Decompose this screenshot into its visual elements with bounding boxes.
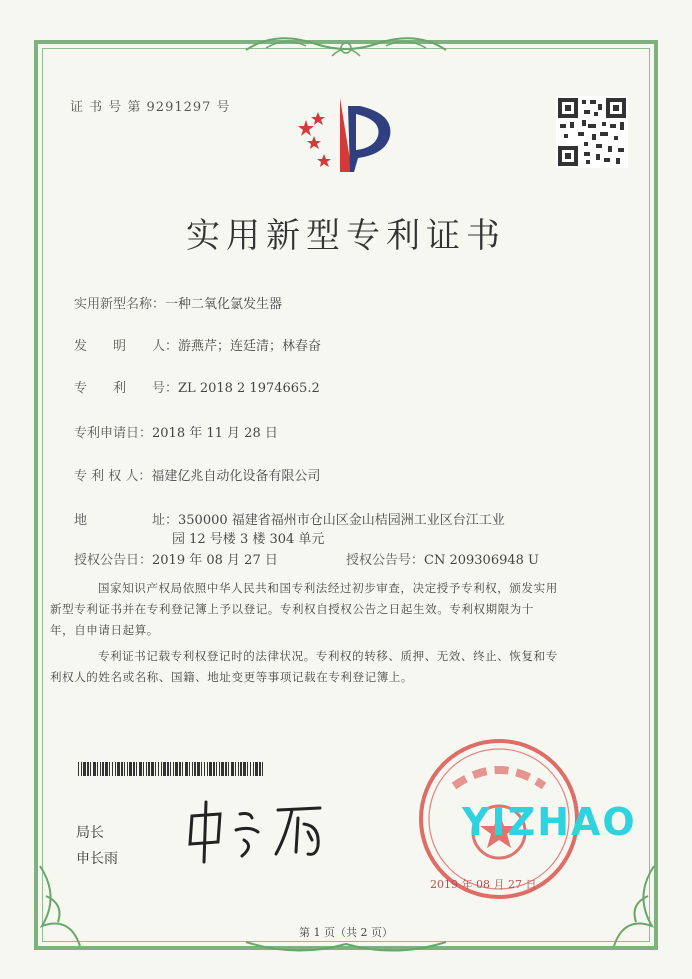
address-row bbox=[74, 509, 505, 528]
field-label: 实用新型名称： bbox=[74, 297, 166, 312]
inventors: 游燕芹；连廷清；林春奋 bbox=[178, 339, 322, 354]
address-line-2: 园 12 号楼 3 楼 304 单元 bbox=[172, 532, 325, 547]
patent-number-row bbox=[74, 377, 320, 396]
utility-model-name: 一种二氧化氯发生器 bbox=[165, 297, 283, 312]
field-label: 专 利 权 人： bbox=[74, 469, 152, 484]
paragraph-line: 专利证书记载专利权登记时的法律状况。专利权的转移、质押、无效、终止、恢复和专 bbox=[98, 649, 558, 663]
certificate-title: 实用新型专利证书 bbox=[186, 216, 506, 256]
utility-model-name-row bbox=[74, 293, 282, 312]
inventors-row bbox=[74, 335, 321, 354]
patentee-row bbox=[74, 465, 320, 484]
corner-ornament-icon bbox=[594, 856, 664, 956]
address-line-1: 350000 福建省福州市仓山区金山桔园洲工业区台江工业 bbox=[178, 513, 505, 528]
grant-number: CN 209306948 U bbox=[424, 553, 539, 568]
field-label: 专 利 号： bbox=[74, 381, 179, 396]
field-label: 授权公告日： bbox=[74, 553, 153, 568]
paragraph-line: 新型专利证书并在专利登记簿上予以登记。专利权自授权公告之日起生效。专利权期限为十 bbox=[50, 602, 534, 616]
filing-date-row bbox=[74, 422, 278, 441]
patentee: 福建亿兆自动化设备有限公司 bbox=[151, 469, 321, 484]
top-ornament-icon bbox=[236, 26, 456, 62]
patent-office-logo-icon bbox=[290, 92, 400, 178]
director-name: 申长雨 bbox=[76, 851, 118, 867]
field-label: 地 址： bbox=[74, 513, 179, 528]
paragraph-line: 年，自申请日起算。 bbox=[50, 623, 159, 637]
field-label: 专利申请日： bbox=[74, 426, 153, 441]
director-signature bbox=[180, 796, 340, 868]
paragraph-line: 利权人的姓名或名称、国籍、地址变更等事项记载在专利登记簿上。 bbox=[50, 670, 413, 684]
certificate-number: 证 书 号 第 9291297 号 bbox=[70, 100, 231, 115]
field-label: 发 明 人： bbox=[74, 339, 179, 354]
paragraph-line: 国家知识产权局依照中华人民共和国专利法经过初步审查，决定授予专利权，颁发实用 bbox=[98, 581, 558, 595]
grant-number-row bbox=[346, 549, 539, 568]
page-number: 第 1 页（共 2 页） bbox=[299, 926, 393, 939]
grant-date: 2019 年 08 月 27 日 bbox=[152, 553, 278, 568]
seal-date: 2019 年 08 月 27 日 bbox=[430, 878, 537, 891]
grant-date-row bbox=[74, 549, 278, 568]
filing-date: 2018 年 11 月 28 日 bbox=[152, 426, 278, 441]
qr-code-icon bbox=[556, 96, 628, 168]
statement-paragraph-1 bbox=[50, 578, 630, 641]
yizhao-watermark: YIZHAO bbox=[462, 800, 637, 844]
statement-paragraph-2 bbox=[50, 646, 630, 688]
barcode-icon bbox=[78, 762, 264, 776]
field-label: 授权公告号： bbox=[346, 553, 425, 568]
corner-ornament-icon bbox=[30, 856, 100, 956]
patent-number: ZL 2018 2 1974665.2 bbox=[178, 381, 320, 396]
director-title: 局长 bbox=[76, 825, 104, 841]
